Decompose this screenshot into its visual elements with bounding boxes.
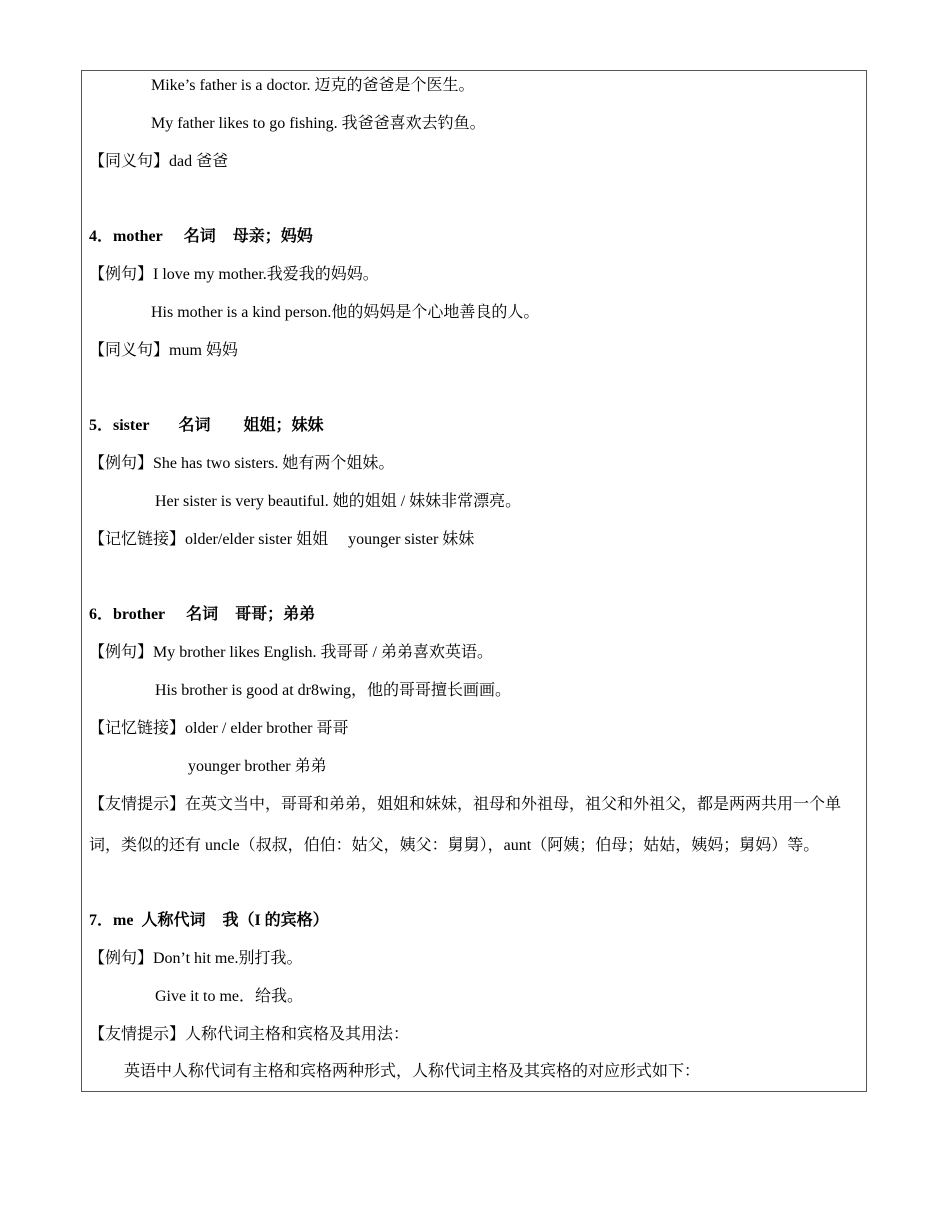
example-sentence-father-1: Mike’s father is a doctor. 迈克的爸爸是个医生。: [151, 77, 475, 94]
entry-heading-mother: [89, 227, 313, 247]
entry-word: 6．brother: [89, 606, 166, 623]
example-sentence-sister-2: Her sister is very beautiful. 她的姐姐 / 妹妹非常漂亮。: [155, 493, 522, 510]
example-sentence-brother-2: His brother is good at dr8wing，他的哥哥擅长画画。: [155, 682, 511, 699]
entry-meaning: 姐姐；妹妹: [243, 417, 324, 434]
example-sentence-brother-1: 【例句】My brother likes English. 我哥哥 / 弟弟喜欢英语。: [89, 644, 493, 661]
example-sentence-mother-1: 【例句】I love my mother.我爱我的妈妈。: [89, 266, 379, 283]
entry-heading-me: [89, 911, 329, 931]
synonym-mum: 【同义句】mum 妈妈: [89, 342, 238, 359]
entry-word: 4．mother: [89, 228, 163, 245]
entry-meaning: 哥哥；弟弟: [235, 606, 316, 623]
entry-meaning: 母亲；妈妈: [232, 228, 313, 245]
example-sentence-me-1: 【例句】Don’t hit me.别打我。: [89, 950, 303, 967]
example-sentence-father-2: My father likes to go fishing. 我爸爸喜欢去钓鱼。: [151, 115, 486, 132]
synonym-dad: 【同义句】dad 爸爸: [89, 153, 229, 170]
entry-part-of-speech: 名词: [183, 228, 216, 245]
entry-part-of-speech: 名词: [178, 417, 211, 434]
example-sentence-sister-1: 【例句】She has two sisters. 她有两个姐妹。: [89, 455, 395, 472]
entry-heading-sister: [89, 416, 323, 436]
content-table-cell: [81, 70, 867, 1092]
memory-link-sister: 【记忆链接】older/elder sister 姐姐 younger sister 妹妹: [89, 531, 475, 548]
entry-part-of-speech: 人称代词: [141, 912, 206, 929]
tip-siblings-line-2: 词，类似的还有 uncle（叔叔，伯伯：姑父，姨父：舅舅），aunt（阿姨；伯母；姑姑，姨妈；舅妈）等。: [89, 837, 820, 854]
memory-link-brother-2: younger brother 弟弟: [188, 758, 327, 775]
example-sentence-me-2: Give it to me．给我。: [155, 988, 303, 1005]
example-sentence-mother-2: His mother is a kind person.他的妈妈是个心地善良的人。: [151, 304, 540, 321]
memory-link-brother-1: 【记忆链接】older / elder brother 哥哥: [89, 720, 349, 737]
tip-siblings-line-1: 【友情提示】在英文当中，哥哥和弟弟，姐姐和妹妹，祖母和外祖母，祖父和外祖父，都是两两共用一个单: [89, 796, 842, 813]
entry-word: 5．sister: [89, 417, 150, 434]
entry-heading-brother: [89, 605, 315, 625]
tip-pronouns: 【友情提示】人称代词主格和宾格及其用法：: [89, 1026, 410, 1043]
tip-pronouns-detail: 英语中人称代词有主格和宾格两种形式，人称代词主格及其宾格的对应形式如下：: [124, 1063, 701, 1080]
entry-word: 7．me: [89, 912, 134, 929]
entry-meaning: 我（I 的宾格）: [222, 912, 329, 929]
entry-part-of-speech: 名词: [186, 606, 219, 623]
